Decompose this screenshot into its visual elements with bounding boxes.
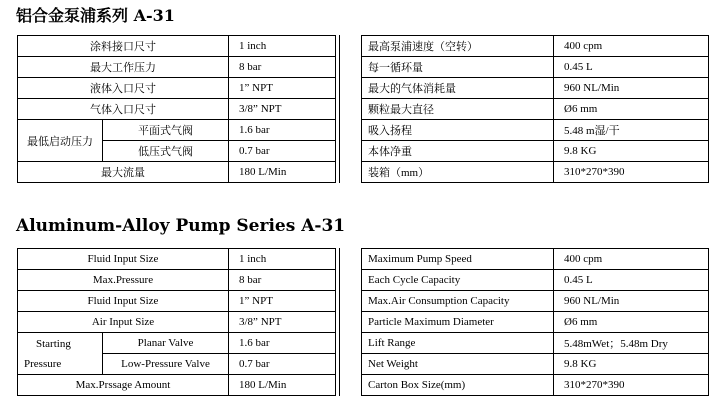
spec-label: Each Cycle Capacity xyxy=(362,270,554,291)
table-divider-line xyxy=(339,248,340,396)
spec-value: 0.45 L xyxy=(554,270,709,291)
spec-label: 涂料接口尺寸 xyxy=(18,36,229,57)
spec-value: 960 NL/Min xyxy=(554,78,709,99)
table-row xyxy=(18,99,336,120)
table-row xyxy=(18,375,336,396)
table-row xyxy=(18,249,336,270)
spec-label: Lift Range xyxy=(362,333,554,354)
start-pressure-line-1: Starting xyxy=(36,337,71,350)
spec-label: 低压式气阀 xyxy=(103,141,229,162)
spec-label: Carton Box Size(mm) xyxy=(362,375,554,396)
spec-label: Planar Valve xyxy=(103,333,229,354)
spec-value: 0.45 L xyxy=(554,57,709,78)
cn-section-title: 铝合金泵浦系列 A-31 xyxy=(16,6,175,25)
spec-value: 1.6 bar xyxy=(229,333,336,354)
table-row xyxy=(362,141,709,162)
spec-label: 最大流量 xyxy=(18,162,229,183)
en-spec-table-left xyxy=(17,248,336,396)
table-row xyxy=(362,162,709,183)
spec-value: 1 inch xyxy=(229,36,336,57)
table-row xyxy=(362,270,709,291)
table-row xyxy=(18,270,336,291)
spec-value: Ø6 mm xyxy=(554,312,709,333)
spec-label: 气体入口尺寸 xyxy=(18,99,229,120)
spec-value: 5.48 m湿/干 xyxy=(554,120,709,141)
spec-label: 平面式气阀 xyxy=(103,120,229,141)
spec-value: 0.7 bar xyxy=(229,141,336,162)
table-row xyxy=(18,78,336,99)
spec-value: 0.7 bar xyxy=(229,354,336,375)
spec-value: 8 bar xyxy=(229,57,336,78)
table-row xyxy=(362,291,709,312)
spec-value: 1.6 bar xyxy=(229,120,336,141)
spec-value: 400 cpm xyxy=(554,249,709,270)
en-spec-table-right xyxy=(361,248,709,396)
spec-label: 装箱（mm） xyxy=(362,162,554,183)
spec-label: Fluid Input Size xyxy=(18,249,229,270)
start-pressure-group-label xyxy=(18,333,103,375)
spec-value: 180 L/Min xyxy=(229,162,336,183)
spec-value: 400 cpm xyxy=(554,36,709,57)
spec-label: Fluid Input Size xyxy=(18,291,229,312)
spec-value: 9.8 KG xyxy=(554,354,709,375)
spec-value: 9.8 KG xyxy=(554,141,709,162)
en-section-title: Aluminum-Alloy Pump Series A-31 xyxy=(16,216,346,236)
spec-value: 180 L/Min xyxy=(229,375,336,396)
spec-value: 3/8” NPT xyxy=(229,312,336,333)
spec-label: 最高泵浦速度（空转） xyxy=(362,36,554,57)
table-row xyxy=(18,312,336,333)
table-row xyxy=(362,99,709,120)
spec-label: Low-Pressure Valve xyxy=(103,354,229,375)
table-row xyxy=(362,120,709,141)
table-row xyxy=(18,333,336,354)
table-row xyxy=(18,291,336,312)
spec-label: 最大的气体消耗量 xyxy=(362,78,554,99)
spec-value: 1” NPT xyxy=(229,78,336,99)
table-row xyxy=(18,36,336,57)
table-row xyxy=(362,375,709,396)
table-row xyxy=(18,57,336,78)
cn-spec-table-right xyxy=(361,35,709,183)
spec-label: Air Input Size xyxy=(18,312,229,333)
table-row xyxy=(18,162,336,183)
spec-label: Max.Prssage Amount xyxy=(18,375,229,396)
table-divider-line xyxy=(339,35,340,183)
table-row xyxy=(18,120,336,141)
spec-value: 310*270*390 xyxy=(554,375,709,396)
cn-spec-table-left xyxy=(17,35,336,183)
spec-label: Max.Air Consumption Capacity xyxy=(362,291,554,312)
spec-label: 每一循环量 xyxy=(362,57,554,78)
spec-value: 5.48mWet；5.48m Dry xyxy=(554,333,709,354)
table-row xyxy=(362,354,709,375)
start-pressure-group-label: 最低启动压力 xyxy=(18,120,103,162)
start-pressure-line-2: Pressure xyxy=(24,357,62,370)
table-row xyxy=(362,36,709,57)
spec-value: 1 inch xyxy=(229,249,336,270)
spec-value: 1” NPT xyxy=(229,291,336,312)
spec-value: 310*270*390 xyxy=(554,162,709,183)
table-row xyxy=(362,249,709,270)
spec-label: 颗粒最大直径 xyxy=(362,99,554,120)
spec-value: 3/8” NPT xyxy=(229,99,336,120)
spec-label: Particle Maximum Diameter xyxy=(362,312,554,333)
table-row xyxy=(362,312,709,333)
table-row xyxy=(362,57,709,78)
spec-value: Ø6 mm xyxy=(554,99,709,120)
spec-label: 最大工作压力 xyxy=(18,57,229,78)
spec-value: 960 NL/Min xyxy=(554,291,709,312)
spec-label: 液体入口尺寸 xyxy=(18,78,229,99)
spec-label: 吸入扬程 xyxy=(362,120,554,141)
table-row xyxy=(362,333,709,354)
spec-label: 本体净重 xyxy=(362,141,554,162)
spec-label: Max.Pressure xyxy=(18,270,229,291)
spec-label: Net Weight xyxy=(362,354,554,375)
table-row xyxy=(362,78,709,99)
spec-value: 8 bar xyxy=(229,270,336,291)
spec-label: Maximum Pump Speed xyxy=(362,249,554,270)
